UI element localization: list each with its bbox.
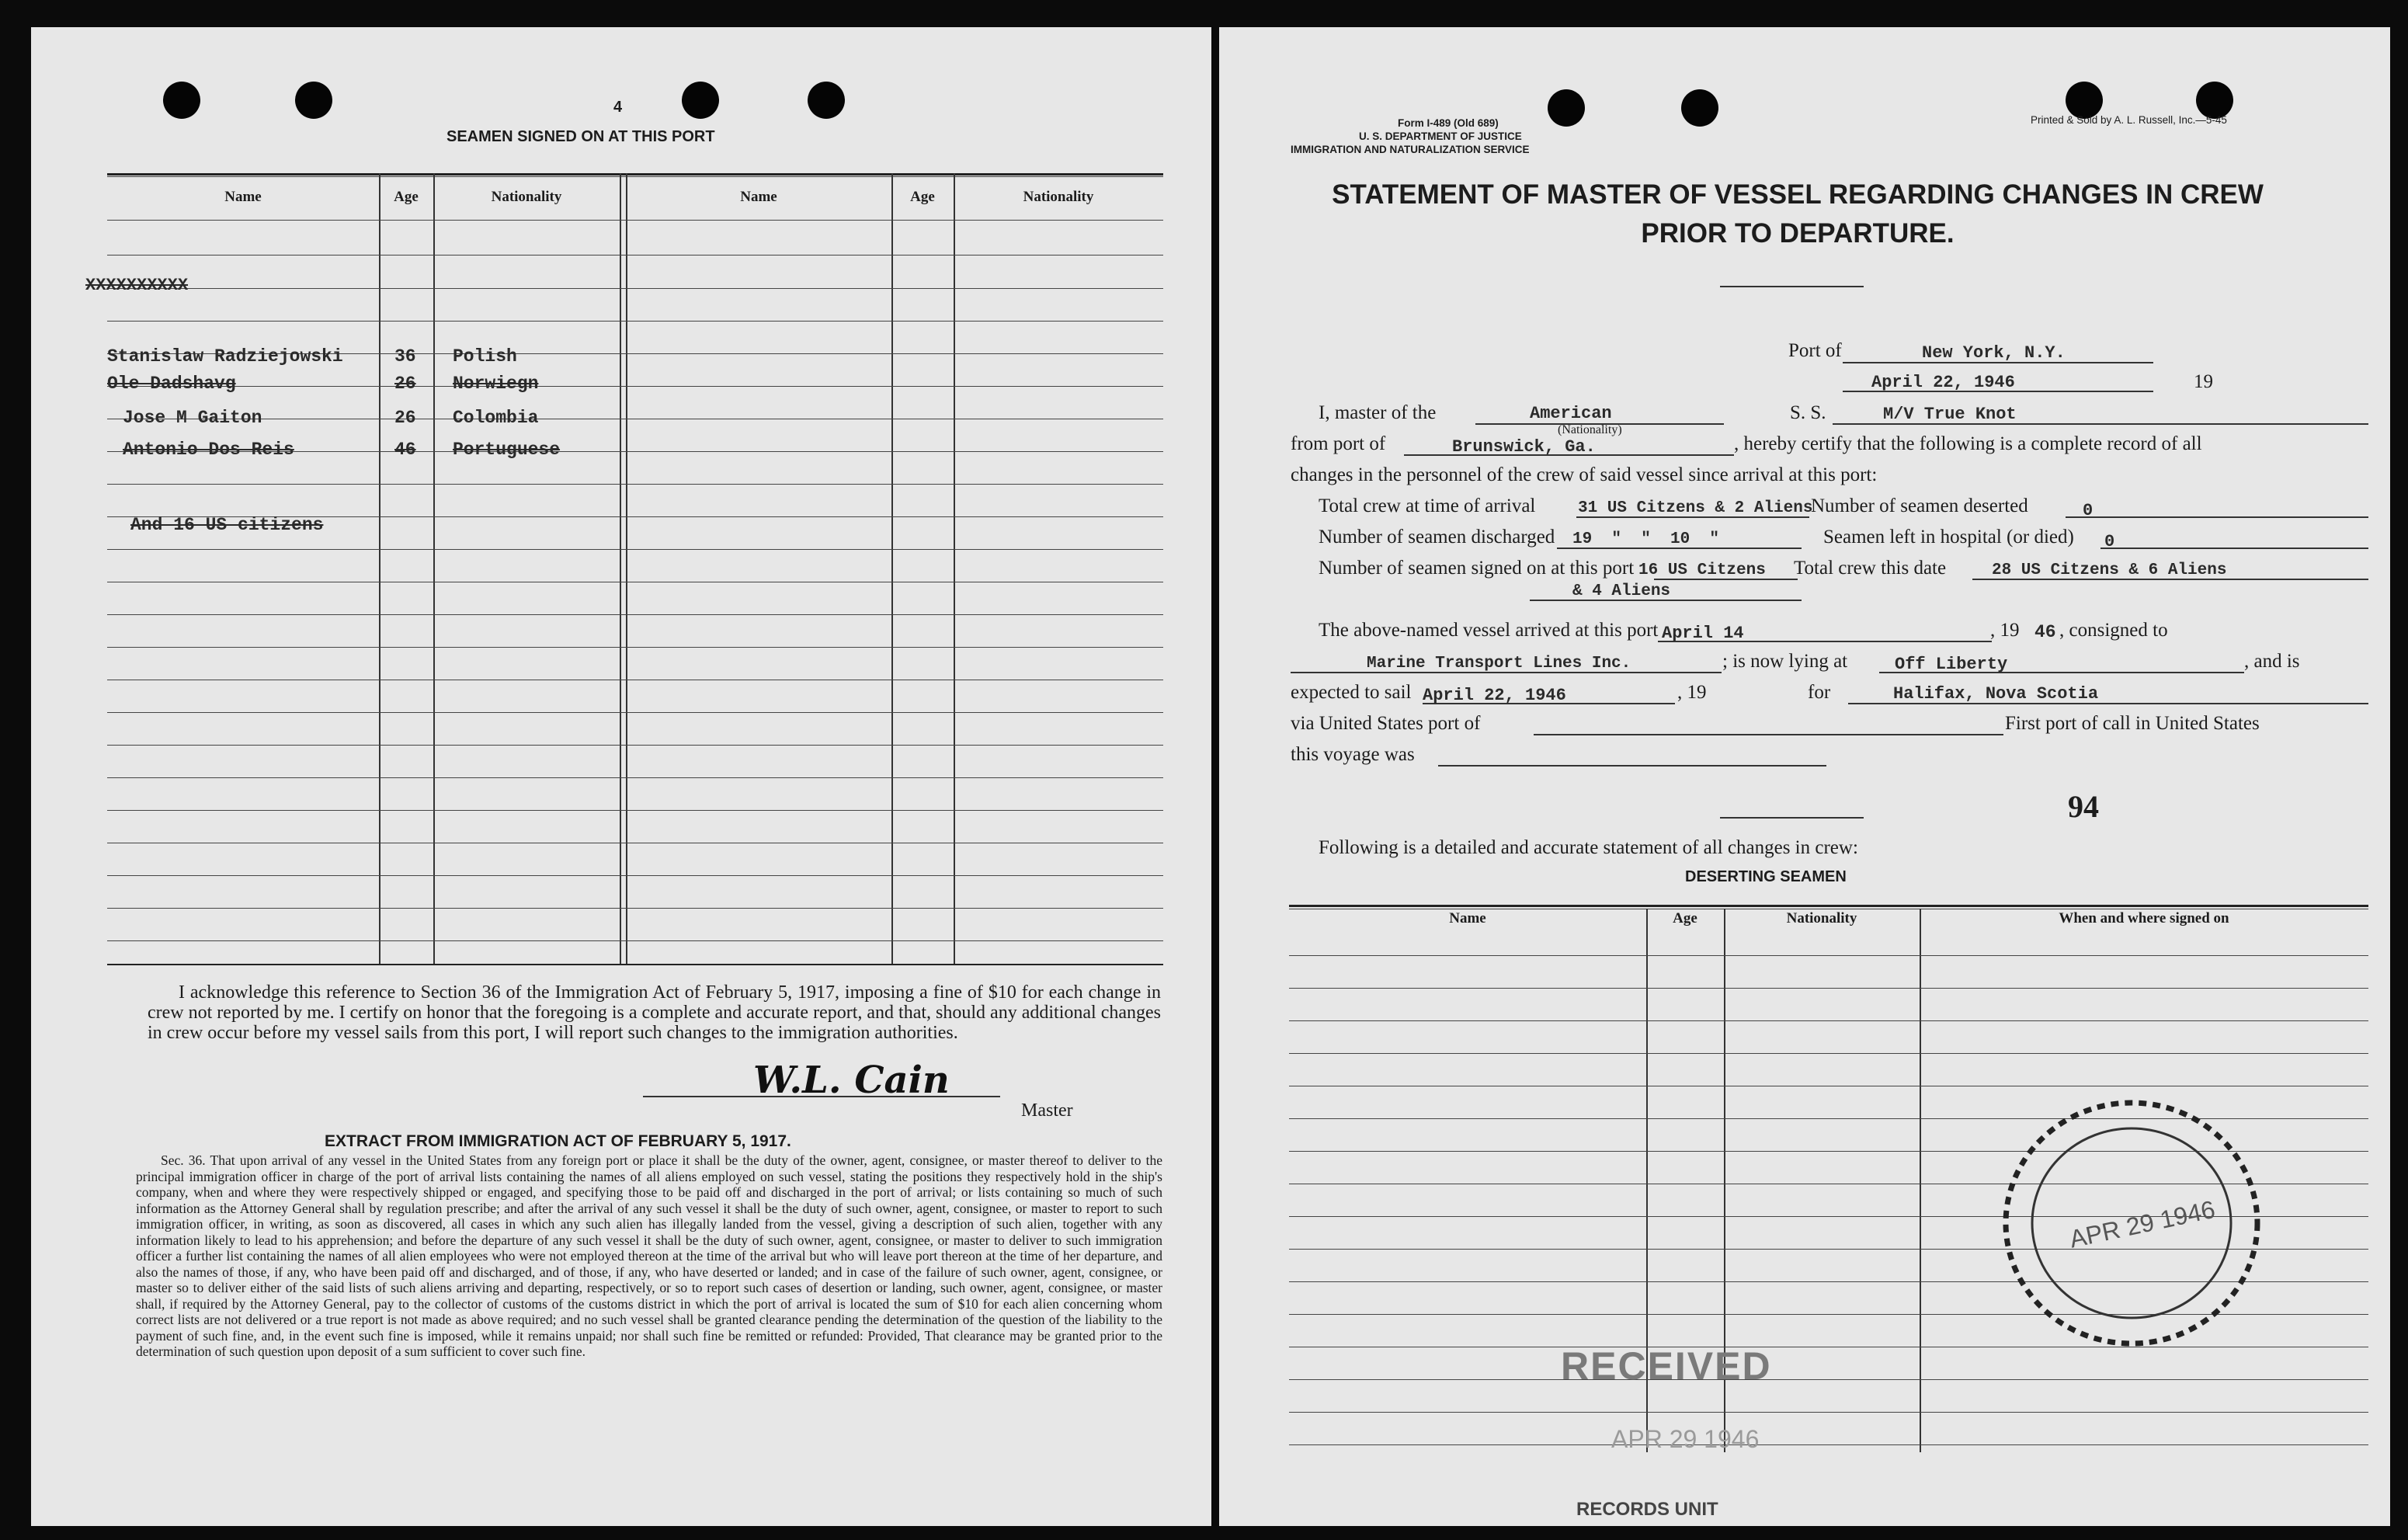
port-value: New York, N.Y.: [1922, 343, 2066, 363]
arrived-year: 46: [2034, 622, 2056, 642]
entry-nationality: Colombia: [453, 408, 539, 428]
expected-value: April 22, 1946: [1423, 686, 1566, 705]
following-text: Following is a detailed and accurate statement of all changes in crew:: [1319, 837, 1858, 858]
nationality-value: American: [1530, 404, 1612, 423]
printer: Printed & Sold by A. L. Russell, Inc.—5-45: [2031, 114, 2227, 126]
signed-on-table: [85, 173, 1163, 965]
entry-age: 26: [394, 374, 416, 394]
divider: [1720, 286, 1864, 287]
certify-text: , hereby certify that the following is a complete record of all: [1734, 433, 2202, 454]
form-title-line1: STATEMENT OF MASTER OF VESSEL REGARDING CHANGES IN CREW: [1332, 179, 2264, 210]
column-header-age: Age: [1673, 910, 1697, 926]
deserted-value: 0: [2083, 501, 2094, 520]
signed-on-label: Number of seamen signed on at this port: [1319, 558, 1635, 579]
total-crew-arrival-label: Total crew at time of arrival: [1319, 495, 1536, 516]
field-line: [1534, 734, 2003, 735]
divider: [1720, 817, 1864, 819]
punch-hole: [163, 82, 200, 119]
arrived-year-prefix: , 19: [1990, 620, 2020, 641]
expected-label: expected to sail: [1291, 682, 1412, 703]
column-header-nationality: Nationality: [1786, 910, 1857, 926]
lying-label: ; is now lying at: [1722, 651, 1848, 672]
entry-nationality: Norwiegn: [453, 374, 539, 394]
total-crew-date-label: Total crew this date: [1794, 558, 1947, 579]
deserting-title: DESERTING SEAMEN: [1685, 868, 1847, 885]
voyage-label: this voyage was: [1291, 744, 1415, 765]
records-unit-stamp: RECORDS UNIT: [1576, 1499, 1718, 1520]
master-text: I, master of the: [1319, 402, 1437, 423]
and-is: , and is: [2244, 651, 2300, 672]
punch-hole: [1548, 89, 1585, 127]
column-header-signed-on: When and where signed on: [2059, 910, 2229, 926]
punch-hole: [2066, 82, 2103, 119]
page-number: 4: [613, 99, 623, 116]
column-header-nationality: Nationality: [491, 189, 562, 205]
field-line: [2066, 516, 2368, 518]
port-label: Port of: [1788, 340, 1842, 361]
for-label: for: [1808, 682, 1831, 703]
page-number: 94: [2068, 789, 2099, 824]
hospital-value: 0: [2104, 532, 2115, 551]
entry-age: 46: [394, 440, 416, 460]
entry-age: 36: [394, 346, 416, 367]
struck-header: XXXXXXXXXX: [85, 276, 189, 295]
acknowledgement: I acknowledge this reference to Section 36 of the Immigration Act of February 5, 1917, imposing a fine of $10 for each change in crew not reported by me. I certify on honor that the foregoing is a complete and accurate report, and that, should any additional changes in crew occur before my vessel sails from this port, I will report such changes to the immigration authorities.: [148, 982, 1161, 1043]
entry-age: 26: [394, 408, 416, 428]
column-header-name: Name: [1449, 910, 1486, 926]
page-title: SEAMEN SIGNED ON AT THIS PORT: [447, 128, 715, 145]
destination-value: Halifax, Nova Scotia: [1893, 684, 2099, 704]
hospital-label: Seamen left in hospital (or died): [1823, 527, 2074, 548]
entry-name: Ole Dadshavg: [107, 374, 236, 394]
left-page: [31, 27, 1211, 1526]
signature: W.L. Cain: [753, 1059, 950, 1102]
from-port-label: from port of: [1291, 433, 1386, 454]
year-prefix: 19: [2194, 371, 2213, 392]
first-port-label: First port of call in United States: [2005, 713, 2260, 734]
service: IMMIGRATION AND NATURALIZATION SERVICE: [1291, 144, 1530, 155]
extract-title: EXTRACT FROM IMMIGRATION ACT OF FEBRUARY 5, 1917.: [325, 1132, 791, 1150]
entry-nationality: Portuguese: [453, 440, 561, 460]
signed-on-value: 16 US Citzens: [1638, 561, 1766, 579]
total-crew-arrival-value: 31 US Citzens & 2 Aliens: [1578, 499, 1813, 517]
circular-stamp-date: APR 29 1946: [2066, 1194, 2218, 1253]
circular-stamp: [2000, 1095, 2264, 1351]
total-crew-date-value: 28 US Citzens & 6 Aliens: [1992, 561, 2227, 579]
entry-name: Antonio Dos Reis: [123, 440, 294, 460]
consigned-label: , consigned to: [2059, 620, 2168, 641]
punch-hole: [1681, 89, 1718, 127]
column-header-age: Age: [910, 189, 935, 205]
field-line: [1438, 765, 1826, 767]
from-port-value: Brunswick, Ga.: [1452, 437, 1596, 457]
received-stamp: RECEIVED: [1561, 1344, 1772, 1388]
entry-name: Jose M Gaiton: [123, 408, 262, 428]
department: U. S. DEPARTMENT OF JUSTICE: [1359, 130, 1522, 142]
signed-on-value2: & 4 Aliens: [1572, 582, 1671, 600]
date-value: April 22, 1946: [1871, 373, 2015, 392]
form-number: Form I-489 (Old 689): [1398, 117, 1499, 129]
consignee-value: Marine Transport Lines Inc.: [1367, 655, 1631, 673]
discharged-value: 19 " " 10 ": [1572, 530, 1720, 548]
form-title-line2: PRIOR TO DEPARTURE.: [1641, 218, 1955, 249]
column-header-name: Name: [224, 189, 262, 205]
punch-hole: [2196, 82, 2233, 119]
signature-role: Master: [1021, 1100, 1073, 1121]
deserted-label: Number of seamen deserted: [1811, 495, 2028, 516]
discharged-label: Number of seamen discharged: [1319, 527, 1555, 548]
arrived-value: April 14: [1662, 624, 1744, 643]
punch-hole: [295, 82, 332, 119]
extract-text: Sec. 36. That upon arrival of any vessel in the United States from any foreign port or place it shall be the duty of the owner, agent, consignee, or master thereof to deliver to the principal immigration officer in charge of the port of arrival lists containing the names of all aliens employed on such vessel, stating the positions they respectively hold in the ship's company, when and where they were respectively shipped or engaged, and specifying those to be paid off and discharged in the port of arrival; or lists containing so much of such information as the Attorney General shall by regulation prescribe; and after the arrival of any such vessel it shall be the duty of such owner, agent, consignee, or master to report to such immigration officer, in writing, as soon as discovered, all cases in which any such alien has illegally landed from the vessel, giving a description of such alien, together with any information likely to lead to his apprehension; and before the departure of any such vessel it shall be the duty of such owner, agent, consignee, or master to deliver to such immigration officer a further list containing the names of all alien employees who were not employed thereon at the time of the arrival but who will leave port thereon at the time of her departure, and also the names of those, if any, who have been paid off and discharged, and of those, if any, who have deserted or landed; and in case of the failure of such owner, agent, consignee, or master so to deliver either of the said lists of such aliens arriving and departing, respectively, or so to report such cases of desertion or landing, such owner, agent, consignee, or master shall, if required by the Attorney General, pay to the collector of customs of the customs district in which the port of arrival is located the sum of $10 for each alien concerning whom correct lists are not delivered or a true report is not made as above required; and no such vessel shall be granted clearance pending the determination of the question of the liability to the payment of such fine, and, in the event such fine is imposed, while it remains unpaid; nor shall such fine be remitted or refunded: Provided, That clearance may be granted prior to the determination of such question upon deposit of a sum sufficient to cover such fine.: [136, 1152, 1162, 1359]
entry-name: Stanislaw Radziejowski: [107, 346, 343, 367]
vessel-value: M/V True Knot: [1883, 405, 2017, 424]
us-citizens-note: And 16 US citizens: [130, 515, 324, 535]
nationality-caption: (Nationality): [1558, 423, 1622, 436]
lying-value: Off Liberty: [1895, 655, 2008, 674]
right-page: [1219, 27, 2390, 1526]
column-header-name: Name: [740, 189, 777, 205]
changes-text: changes in the personnel of the crew of said vessel since arrival at this port:: [1291, 464, 1878, 485]
ss-label: S. S.: [1790, 402, 1826, 423]
received-date-stamp: APR 29 1946: [1611, 1425, 1760, 1453]
entry-nationality: Polish: [453, 346, 517, 367]
arrived-label: The above-named vessel arrived at this port: [1319, 620, 1659, 641]
punch-hole: [808, 82, 845, 119]
expected-year: , 19: [1677, 682, 1707, 703]
column-header-nationality: Nationality: [1023, 189, 1094, 205]
punch-hole: [682, 82, 719, 119]
column-header-age: Age: [394, 189, 419, 205]
via-label: via United States port of: [1291, 713, 1481, 734]
field-line: [2100, 548, 2368, 549]
